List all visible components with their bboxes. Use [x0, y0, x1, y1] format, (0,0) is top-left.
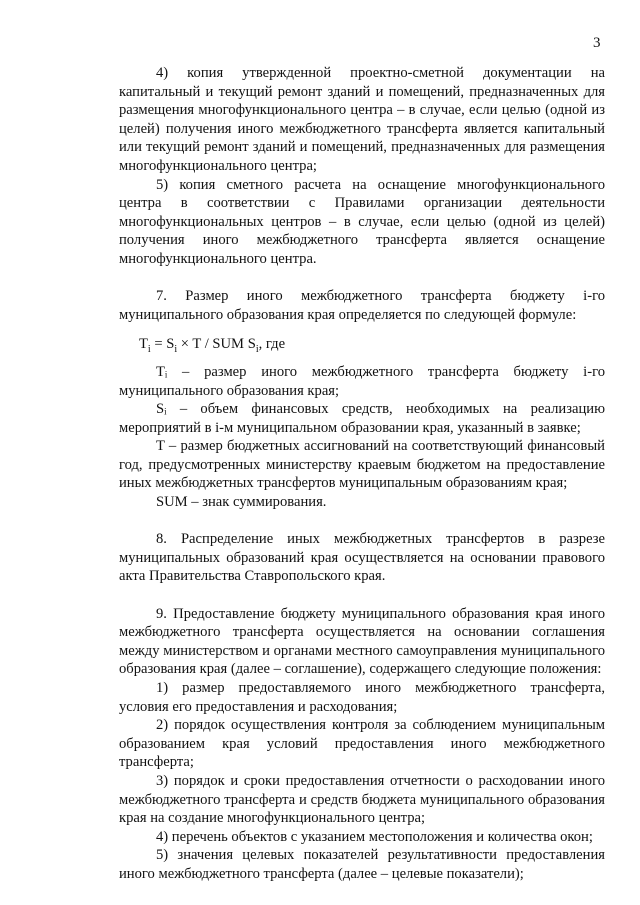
paragraph-p-5: 5) копия сметного расчета на оснащение многофункционального центра в соответствии с Правилами организации деятельности многофункциональных центров – в случае, если целью (одной из целей) получения иного межбюджетного трансферта является оснащение многофункционального центра. — [119, 176, 605, 267]
paragraph-p-9-1: 1) размер предоставляемого иного межбюджетного трансферта, условия его предоставления и расходования; — [119, 680, 605, 715]
paragraph-p-4: 4) копия утвержденной проектно-сметной документации на капитальный и текущий ремонт зданий и помещений, предназначенных для размещения многофункционального центра – в случае, если целью (одной из целей) получения иного межбюджетного трансферта является капитальный или текущий ремонт зданий и помещений, предназначенных для размещения многофункционального центра; — [119, 65, 605, 174]
paragraph-p-t: T – размер бюджетных ассигнований на соответствующий финансовый год, предусмотренных министерству краевым бюджетом на предоставление иных межбюджетных трансфертов муниципальным образованиям края; — [119, 438, 605, 492]
paragraph-p-9-3: 3) порядок и сроки предоставления отчетности о расходовании иного межбюджетного трансферта и средств бюджета муниципального образования края на создание многофункционального центра; — [119, 772, 605, 827]
paragraph-p-ti: Tᵢ – размер иного межбюджетного трансферта бюджету i-го муниципального образования края; — [119, 363, 605, 399]
paragraph-p-9: 9. Предоставление бюджету муниципального образования края иного межбюджетного трансферта осуществляется на основании соглашения между министерством и органами местного самоуправления муниципального образования края (далее – соглашение), содержащего следующие положения: — [119, 605, 605, 678]
page-number: 3 — [593, 35, 601, 51]
paragraph-p-9-4: 4) перечень объектов с указанием местоположения и количества окон; — [156, 828, 593, 845]
paragraph-p-7: 7. Размер иного межбюджетного трансферта бюджету i-го муниципального образования края определяется по следующей формуле: — [119, 288, 605, 323]
paragraph-p-si: Sᵢ – объем финансовых средств, необходимых на реализацию мероприятий в i-м муниципальном образовании края, указанный в заявке; — [119, 401, 605, 436]
formula: $T_i = S_i \times T$ / SUM $S_i$, где — [139, 336, 286, 356]
paragraph-p-9-2: 2) порядок осуществления контроля за соблюдением муниципальным образованием края условий предоставления иного межбюджетного трансферта; — [119, 717, 605, 771]
paragraph-p-8: 8. Распределение иных межбюджетных трансфертов в разрезе муниципальных образований края осуществляется на основании правового акта Правительства Ставропольского края. — [119, 531, 605, 585]
document-body — [119, 64, 605, 884]
paragraph-p-sum: SUM – знак суммирования. — [156, 494, 327, 511]
paragraph-p-9-5: 5) значения целевых показателей результативности предоставления иного межбюджетного трансферта (далее – целевые показатели); — [119, 847, 605, 882]
